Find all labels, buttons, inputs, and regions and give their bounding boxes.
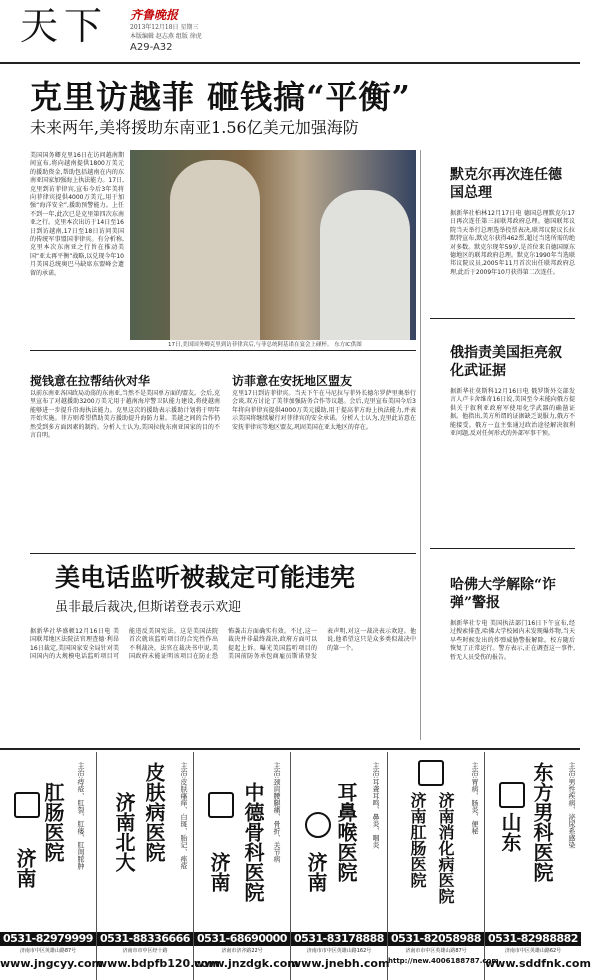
ad-2-city: 济南北大 — [112, 792, 136, 872]
ad-1-services: 主治:痔疮、肛裂、肛瘘、肛周脓肿 — [77, 762, 85, 870]
lead-col2-headline: 访菲意在安抚地区盟友 — [232, 374, 353, 388]
ad-6-address: 济南市中区英雄山路62号 — [504, 948, 562, 954]
ad-5-phone: 0531-82058988 — [388, 932, 484, 946]
side2-headline: 俄指责美国拒亮叙化武证据 — [450, 345, 562, 379]
article2-text: 据新华社华盛顿12月16日电 美国联邦地区法院法官理查德·利昂16日裁定,美国国家安全局针对美国国内的大规模电话监听项目可能违反美国宪法。这是美国法院首次就该监听项目的合宪性作出不利裁决。法官在裁决书中说,美国政府未能证明该项目在防止恐怖袭击方面确实有效。不过,这一裁决并非最终裁决,政府方面可以提起上诉。曝光美国监听项目的美国前防务承包商雇员斯诺登发表声明,对这一裁决表示欢迎。他说,他希望这只是众多类似裁决中的第一个。 — [30, 628, 416, 661]
photo-caption: 17日,美国国务卿克里到访菲律宾后,与菲总统阿基诺在宴会上碰杯。 东方IC供图 — [168, 342, 362, 348]
ad-6-logo-icon — [499, 782, 525, 808]
issue-date: 2013年12月18日 星期三 — [130, 24, 199, 31]
ad-1-logo-icon — [14, 792, 40, 818]
ad-3-website[interactable]: www.jnzdgk.com — [194, 957, 299, 970]
ad-5-website[interactable]: http://new.4006188787.com — [388, 957, 499, 965]
article2-divider — [30, 553, 416, 554]
ad-5-city: 济南肛肠医院 — [408, 792, 427, 888]
side-divider-2 — [430, 548, 575, 549]
lead-headline: 克里访越菲 砸钱搞“平衡” — [30, 78, 411, 116]
ad-6-phone: 0531-82988882 — [485, 932, 581, 946]
editors-line: 本版编辑 赵志燕 组版 徐虎 — [130, 33, 202, 40]
lead-col1-text: 以前东南亚各国政局动荡的东南亚,当然不是美国单方面的盟友。会后,克里宣布了对越援助3200万美元用于越南海岸警卫队能力建设,将使越南能够进一步提升沿海执法能力。克里这次的援助表示援助计划将于明年开始实施。菲方则希望借助美方援助提升海防力量。美越之间的合作仍然受到多方面因素的制约。分析人士认为,美国拉拢东南亚国家的目的不言自明。 — [30, 390, 220, 440]
side2-text: 据新华社莫斯科12月16日电 俄罗斯外交部发言人卢卡舍维奇16日说,美国至今未能向俄方提供关于叙利亚政府军使用化学武器的确凿证据。他指出,美方所谓的证据缺乏说服力,俄方不能接受。俄方一直主张通过政治途径解决叙利亚问题,反对任何形式的外部军事干预。 — [450, 388, 575, 438]
ad-3-city: 济南 — [207, 852, 231, 892]
ad-6-name: 东方男科医院 — [530, 762, 554, 882]
side3-headline: 哈佛大学解除“诈弹”警报 — [450, 577, 557, 611]
ad-6[interactable] — [485, 752, 591, 980]
ad-4-phone: 0531-83178888 — [291, 932, 387, 946]
ad-2-name: 皮肤病医院 — [142, 762, 166, 862]
ad-6-city: 山东 — [498, 812, 522, 852]
side1-headline: 默克尔再次连任德国总理 — [450, 167, 562, 201]
ad-4-city: 济南 — [304, 852, 328, 892]
article2-headline: 美电话监听被裁定可能违宪 — [55, 563, 356, 592]
paper-logo: 齐鲁晚报 — [130, 8, 179, 22]
ad-4-name: 耳鼻喉医院 — [334, 782, 358, 882]
ad-2-phone: 0531-88336666 — [97, 932, 193, 946]
ads-strip — [0, 752, 591, 980]
section-title: 天下 — [20, 4, 109, 48]
lead-intro: 美国国务卿克里16日在访问越南期间宣布,将向越南提供1800万美元的援助资金,帮助包括越南在内的东南亚国家加强海上执法能力。17日,克里到访菲律宾,宣布今后3年美将向菲律宾提供4000万美元,用于加强“海洋安全”,援助预警能力。上任不到一年,此次已是克里第四次东南亚之行。克里本次出访于14日至16日到访越南,17日至18日访问美国的传统军事盟国菲律宾。有分析称,克里本次东南亚之行旨在推动美国“亚太再平衡”战略,以兑现今年10月美国总统奥巴马缺席东盟峰会遗留的承诺。 — [30, 152, 124, 277]
ad-6-services: 主治:男性疾病、泌尿系感染 — [568, 762, 576, 849]
side1-text: 据新华社柏林12月17日电 德国总理默克尔17日再次连任第三届联邦政府总理。德国联邦议院当天举行总理选举投票表决,联邦议院议长拉默特宣布,默克尔获得462票,超过当选所需的绝对多数。默克尔现年59岁,是首位来自德国原东德地区的联邦政府总理。默克尔1990年当选联邦议院议员,2005年11月首次出任联邦政府总理,此后于2009年10月获得第二次连任。 — [450, 210, 575, 276]
ad-4-website[interactable]: www.jnebh.com — [291, 957, 390, 970]
article2-subhead: 虽非最后裁决,但斯诺登表示欢迎 — [55, 600, 242, 615]
side3-text: 据新华社专电 美国执法部门16日下午宣布,经过搜索排查,哈佛大学校园内未发现爆炸物,当天早些时候发出的炸弹威胁警报解除。校方随后恢复了正常运行。警方表示,正在调查这一事件,暂无人员受伤的报告。 — [450, 620, 575, 661]
ad-3-logo-icon — [208, 792, 234, 818]
ad-1-website[interactable]: www.jngcyy.com — [0, 957, 104, 970]
ad-3-name: 中德骨科医院 — [241, 782, 265, 902]
ad-5-name: 济南消化病医院 — [436, 792, 455, 904]
lead-photo — [130, 150, 416, 340]
sidebar-divider — [420, 150, 421, 740]
ad-5[interactable] — [388, 752, 499, 980]
ad-4-services: 主治:耳聋耳鸣、鼻炎、咽炎 — [372, 762, 380, 849]
ad-5-logo-icon — [418, 760, 444, 786]
ad-2-address: 济南市市中区经十路 — [122, 948, 168, 954]
ad-1-phone: 0531-82979999 — [0, 932, 96, 946]
ad-4-logo-icon — [305, 812, 331, 838]
page-range: A29-A32 — [130, 42, 173, 53]
lead-subhead: 未来两年,美将援助东南亚1.56亿美元加强海防 — [30, 118, 359, 137]
ad-3-services: 主治:颈肩腰腿痛、骨折、关节病 — [273, 762, 281, 863]
ad-2[interactable] — [97, 752, 220, 980]
ad-5-address: 济南市市中区英雄山路87号 — [405, 948, 467, 954]
lead-col1-headline: 搅钱意在拉帮结伙对华 — [30, 374, 151, 388]
ad-1-address: 济南市中区英雄山路87号 — [19, 948, 77, 954]
ad-4-address: 济南市市中区英雄山路162号 — [306, 948, 372, 954]
ad-2-website[interactable]: www.bdpfb120.com — [97, 957, 220, 970]
ad-1-name: 肛肠医院 — [41, 782, 65, 862]
lead-col2-text: 克里17日到访菲律宾。当天下午在马尼拉与菲外长德尔罗萨里奥举行会谈,双方讨论了美菲加强防务合作等议题。会后,克里宣布美国今后3年将向菲律宾提供4000万美元援助,用于提高菲方海上执法能力,并表示美国将继续履行对菲律宾的安全承诺。分析人士认为,克里此访意在安抚菲律宾等地区盟友,巩固美国在亚太地区的存在。 — [232, 390, 416, 431]
ad-3-phone: 0531-68690000 — [194, 932, 290, 946]
ad-5-services: 主治:胃病、肠炎、便秘 — [471, 762, 479, 835]
ad-1[interactable] — [0, 752, 104, 980]
ad-1-city: 济南 — [13, 848, 37, 888]
ad-3[interactable] — [194, 752, 299, 980]
ad-3-address: 济南市济齐路22号 — [221, 948, 263, 954]
side-divider-1 — [430, 318, 575, 319]
ad-2-services: 主治:皮肤瘙痒、白斑、胎记、痤疮 — [180, 762, 188, 870]
masthead-rule — [0, 62, 580, 64]
ad-6-website[interactable]: www.sddfnk.com — [485, 957, 591, 970]
ad-4[interactable] — [291, 752, 388, 980]
ads-rule — [0, 748, 580, 750]
lead-divider — [30, 350, 416, 351]
photo-shade — [130, 150, 416, 340]
